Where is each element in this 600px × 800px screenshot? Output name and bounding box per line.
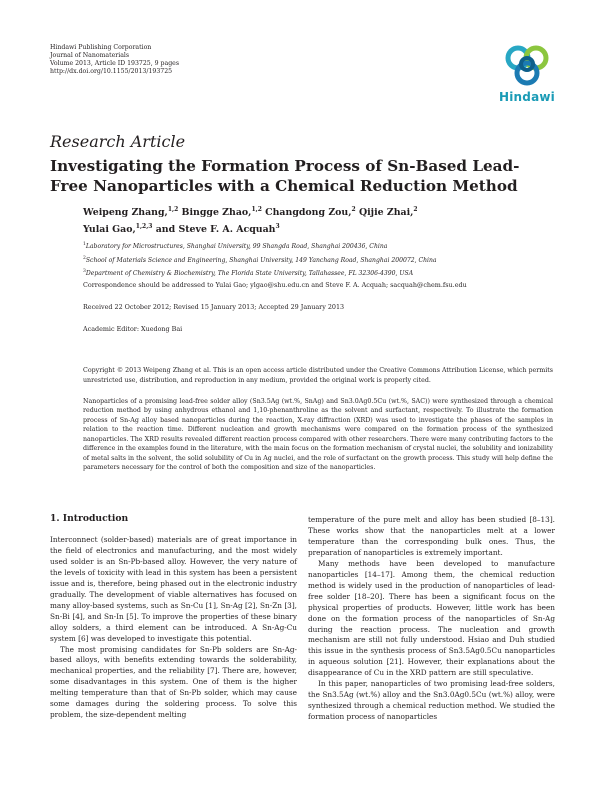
abstract: Nanoparticles of a promising lead-free solder alloy (Sn3.5Ag (wt.%, SnAg) and Sn3.0Ag0.5Cu (wt.%, SAC)) were synthesized through a chemical reduction method by using anhydrous ethanol and 1,10-phenanthroline as the solvent and surfactant, respectively. To illustrate the formation process of Sn-Ag alloy based nanoparticles during the reaction, X-ray diffraction (XRD) was used to investigate the phases of the samples in relation to the reaction time. Different nucleation and growth mechanisms were compared on the formation process of the synthesized nanoparticles. The XRD results revealed different reaction process compared with other researchers. There were many contributing factors to the difference in the examples found in the literature, with the main focus on the formation mechanism of crystal nuclei, the solubility and ionizability of metal salts in the solvent, the solid solubility of Cu in Ag nuclei, and the role of surfactant on the growth process. This study will help define the parameters necessary for the control of both the composition and size of the nanoparticles. <box>83 398 553 472</box>
correspondence-line: Correspondence should be addressed to Yulai Gao; ylgao@shu.edu.cn and Steve F. A. Acquah; sacquah@chem.fsu.edu <box>83 281 467 289</box>
copyright-notice: Copyright © 2013 Weipeng Zhang et al. This is an open access article distributed under the Creative Commons Attribution License, which permits unrestricted use, distribution, and reproduction in any medium, provided the original work is properly cited. <box>83 367 553 384</box>
author-affiliation-mark: 1,2 <box>251 206 262 213</box>
affiliation-item <box>83 239 553 253</box>
hindawi-wordmark: Hindawi <box>499 90 555 104</box>
journal-header <box>50 44 179 76</box>
hindawi-logo-icon <box>504 44 550 88</box>
hindawi-logo <box>492 44 562 108</box>
author-name: Qijie Zhai, <box>355 207 414 219</box>
body-column-left <box>50 513 297 721</box>
author-affiliation-mark: 2 <box>413 206 418 213</box>
body-paragraph: Many methods have been developed to manufacture nanoparticles [14–17]. Among them, the chemical reduction method is widely used in the production of nanoparticles of lead-free solder [18–20]. There has been a significant focus on the physical properties of products. However, little work has been done on the formation process of the nanoparticles of Sn-Ag during the reaction process. The nucleation and growth mechanism are still not fully understood. Hsiao and Duh studied this issue in the synthesis process of Sn3.5Ag0.5Cu nanoparticles in aqueous solution [21]. However, their explanations about the disappearance of Cu in the XRD pattern are still speculative. <box>308 558 555 678</box>
author-affiliation-mark: 1,2,3 <box>135 223 153 231</box>
academic-editor-line: Academic Editor: Xuedong Bai <box>83 325 183 333</box>
author-name: Weipeng Zhang, <box>83 207 168 219</box>
author-list <box>83 203 553 237</box>
author-name: and Steve F. A. Acquah <box>152 224 276 236</box>
body-paragraph: Interconnect (solder-based) materials are of great importance in the field of electronics and manufacturing, and the most widely used solder is an Sn-Pb-based alloy. However, the very nature of the levels of toxicity with lead in this system has been a persistent issue and is, therefore, being phased out in the electronic industry gradually. The development of viable alternatives has focused on many alloy-based systems, such as Sn-Cu [1], Sn-Ag [2], Sn-Zn [3], Sn-Bi [4], and Sn-In [5]. To improve the properties of these binary alloy solders, a third element can be introduced. A Sn-Ag-Cu system [6] was developed to investigate this potential. <box>50 535 297 643</box>
author-affiliation-mark: 2 <box>351 206 356 213</box>
body-column-right <box>308 515 555 723</box>
body-paragraph: The most promising candidates for Sn-Pb solders are Sn-Ag-based alloys, with benefits extending towards the solderability, mechanical properties, and the reliability [7]. There are, however, some disadvantages in this system. One of them is the higher melting temperature than that of Sn-Pb solder, which may cause some damages during the soldering process. To solve this problem, the size-dependent melting <box>50 644 297 720</box>
affiliation-text: Department of Chemistry & Biochemistry, The Florida State University, Tallahassee, FL 32306-4390, USA <box>85 270 414 278</box>
affiliation-number: 3 <box>83 269 86 275</box>
article-title: Investigating the Formation Process of Sn-Based Lead-Free Nanoparticles with a Chemical Reduction Method <box>50 157 520 195</box>
affiliation-text: Laboratory for Microstructures, Shanghai University, 99 Shangda Road, Shanghai 200436, China <box>85 243 388 251</box>
author-affiliation-mark: 3 <box>275 223 280 231</box>
author-affiliation-mark: 1,2 <box>167 206 179 213</box>
section-heading: 1. Introduction <box>50 513 129 524</box>
article-type: Research Article <box>50 132 186 151</box>
affiliation-number: 1 <box>83 242 86 247</box>
publisher-name: Hindawi Publishing Corporation <box>50 44 152 51</box>
author-name: Bingge Zhao, <box>178 207 252 219</box>
volume-info: Volume 2013, Article ID 193725, 9 pages <box>50 60 180 67</box>
affiliation-number: 2 <box>83 255 86 261</box>
body-paragraph: In this paper, nanoparticles of two promising lead-free solders, the Sn3.5Ag (wt.%) alloy and the Sn3.0Ag0.5Cu (wt.%) alloy, were synthesized through a chemical reduction method. We studied the formation process of nanoparticles <box>308 679 555 722</box>
author-name: Yulai Gao, <box>83 224 136 236</box>
doi-link[interactable]: http://dx.doi.org/10.1155/2013/193725 <box>50 68 173 75</box>
body-paragraph: temperature of the pure melt and alloy has been studied [8–13]. These works show that the nanoparticles melt at a lower temperature than the corresponding bulk ones. Thus, the preparation of nanoparticles is extremely important. <box>308 515 555 557</box>
author-name: Changdong Zou, <box>261 207 352 219</box>
affiliation-text: School of Materials Science and Engineering, Shanghai University, 149 Yanchang Road, Shanghai 200072, China <box>85 256 437 264</box>
affiliation-item <box>83 253 553 267</box>
dates-line: Received 22 October 2012; Revised 15 January 2013; Accepted 29 January 2013 <box>83 303 345 311</box>
affiliation-list <box>83 239 553 280</box>
journal-name: Journal of Nanomaterials <box>50 52 130 59</box>
affiliation-item <box>83 266 553 280</box>
